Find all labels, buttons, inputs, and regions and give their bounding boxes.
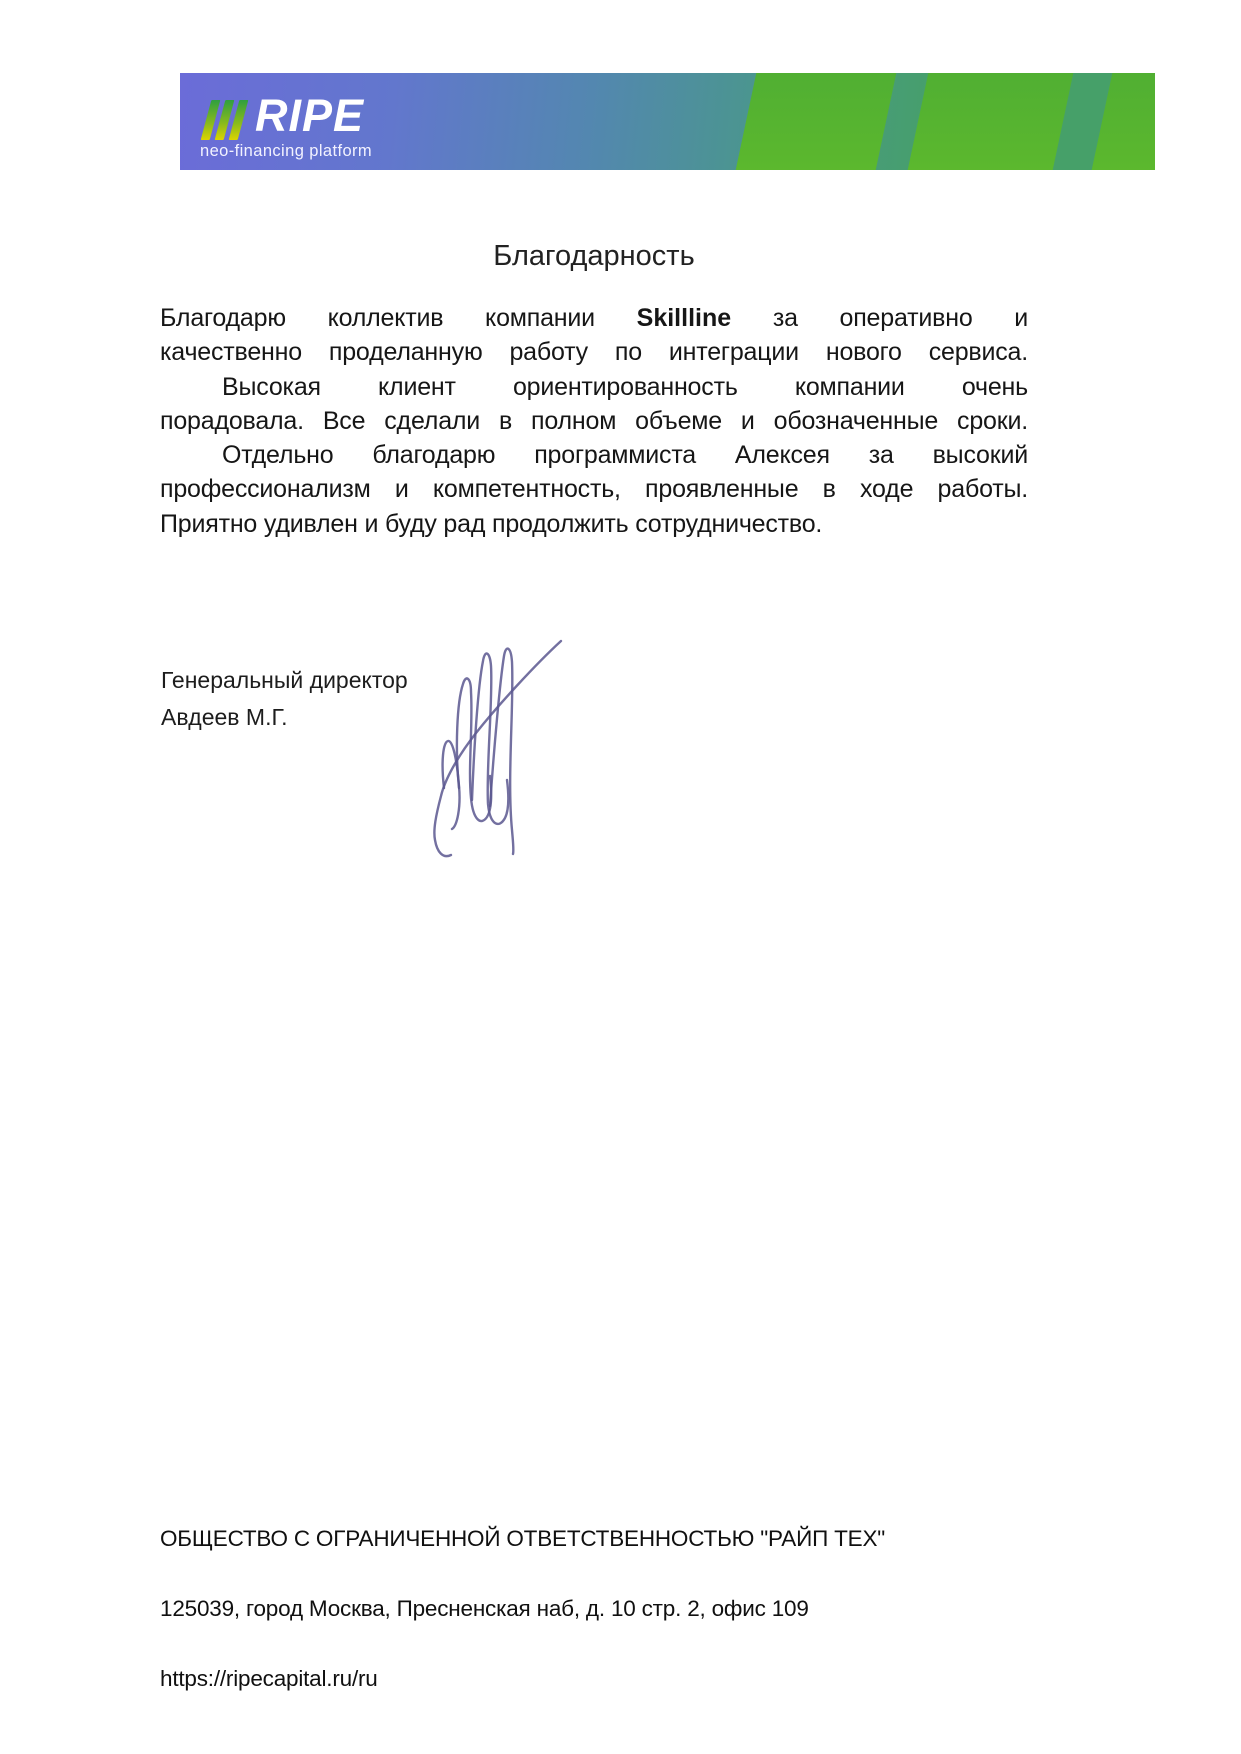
- body-line-4: порадовала. Все сделали в полном объеме и обозначенные сроки.: [160, 406, 1028, 435]
- ripe-logo: [206, 90, 365, 141]
- footer-address: 125039, город Москва, Пресненская наб, д. 10 стр. 2, офис 109: [160, 1596, 809, 1621]
- letter-body: [160, 301, 1028, 541]
- signer-position: Генеральный директор: [161, 667, 408, 693]
- logo-wordmark: RIPE: [255, 90, 365, 141]
- logo-bars-icon: [201, 100, 254, 140]
- body-line-2: качественно проделанную работу по интеграции нового сервиса.: [160, 338, 1028, 367]
- signer-block: [161, 662, 408, 736]
- handwritten-signature: [428, 628, 568, 863]
- footer-website-url: https://ripecapital.ru/ru: [160, 1666, 378, 1691]
- body-line-5: Отдельно благодарю программиста Алексея за высокий: [222, 441, 1028, 470]
- body-line-7: Приятно удивлен и буду рад продолжить сотрудничество.: [160, 509, 823, 538]
- signer-name: Авдеев М.Г.: [161, 704, 288, 730]
- banner-stripe: [905, 73, 1076, 170]
- company-name-bold: Skillline: [636, 304, 732, 332]
- banner-stripe: [733, 73, 899, 170]
- logo-tagline: neo-financing platform: [200, 142, 373, 160]
- letterhead-banner: [180, 73, 1155, 170]
- body-line-1: Благодарю коллектив компании Skillline за оперативно и: [160, 304, 1028, 332]
- letter-title: Благодарность: [493, 240, 695, 272]
- footer-company-name: ОБЩЕСТВО С ОГРАНИЧЕННОЙ ОТВЕТСТВЕННОСТЬЮ "РАЙП ТЕХ": [160, 1526, 886, 1551]
- banner-stripe: [1089, 73, 1155, 170]
- body-line-3: Высокая клиент ориентированность компании очень: [222, 372, 1028, 401]
- body-line-6: профессионализм и компетентность, проявленные в ходе работы.: [160, 475, 1028, 504]
